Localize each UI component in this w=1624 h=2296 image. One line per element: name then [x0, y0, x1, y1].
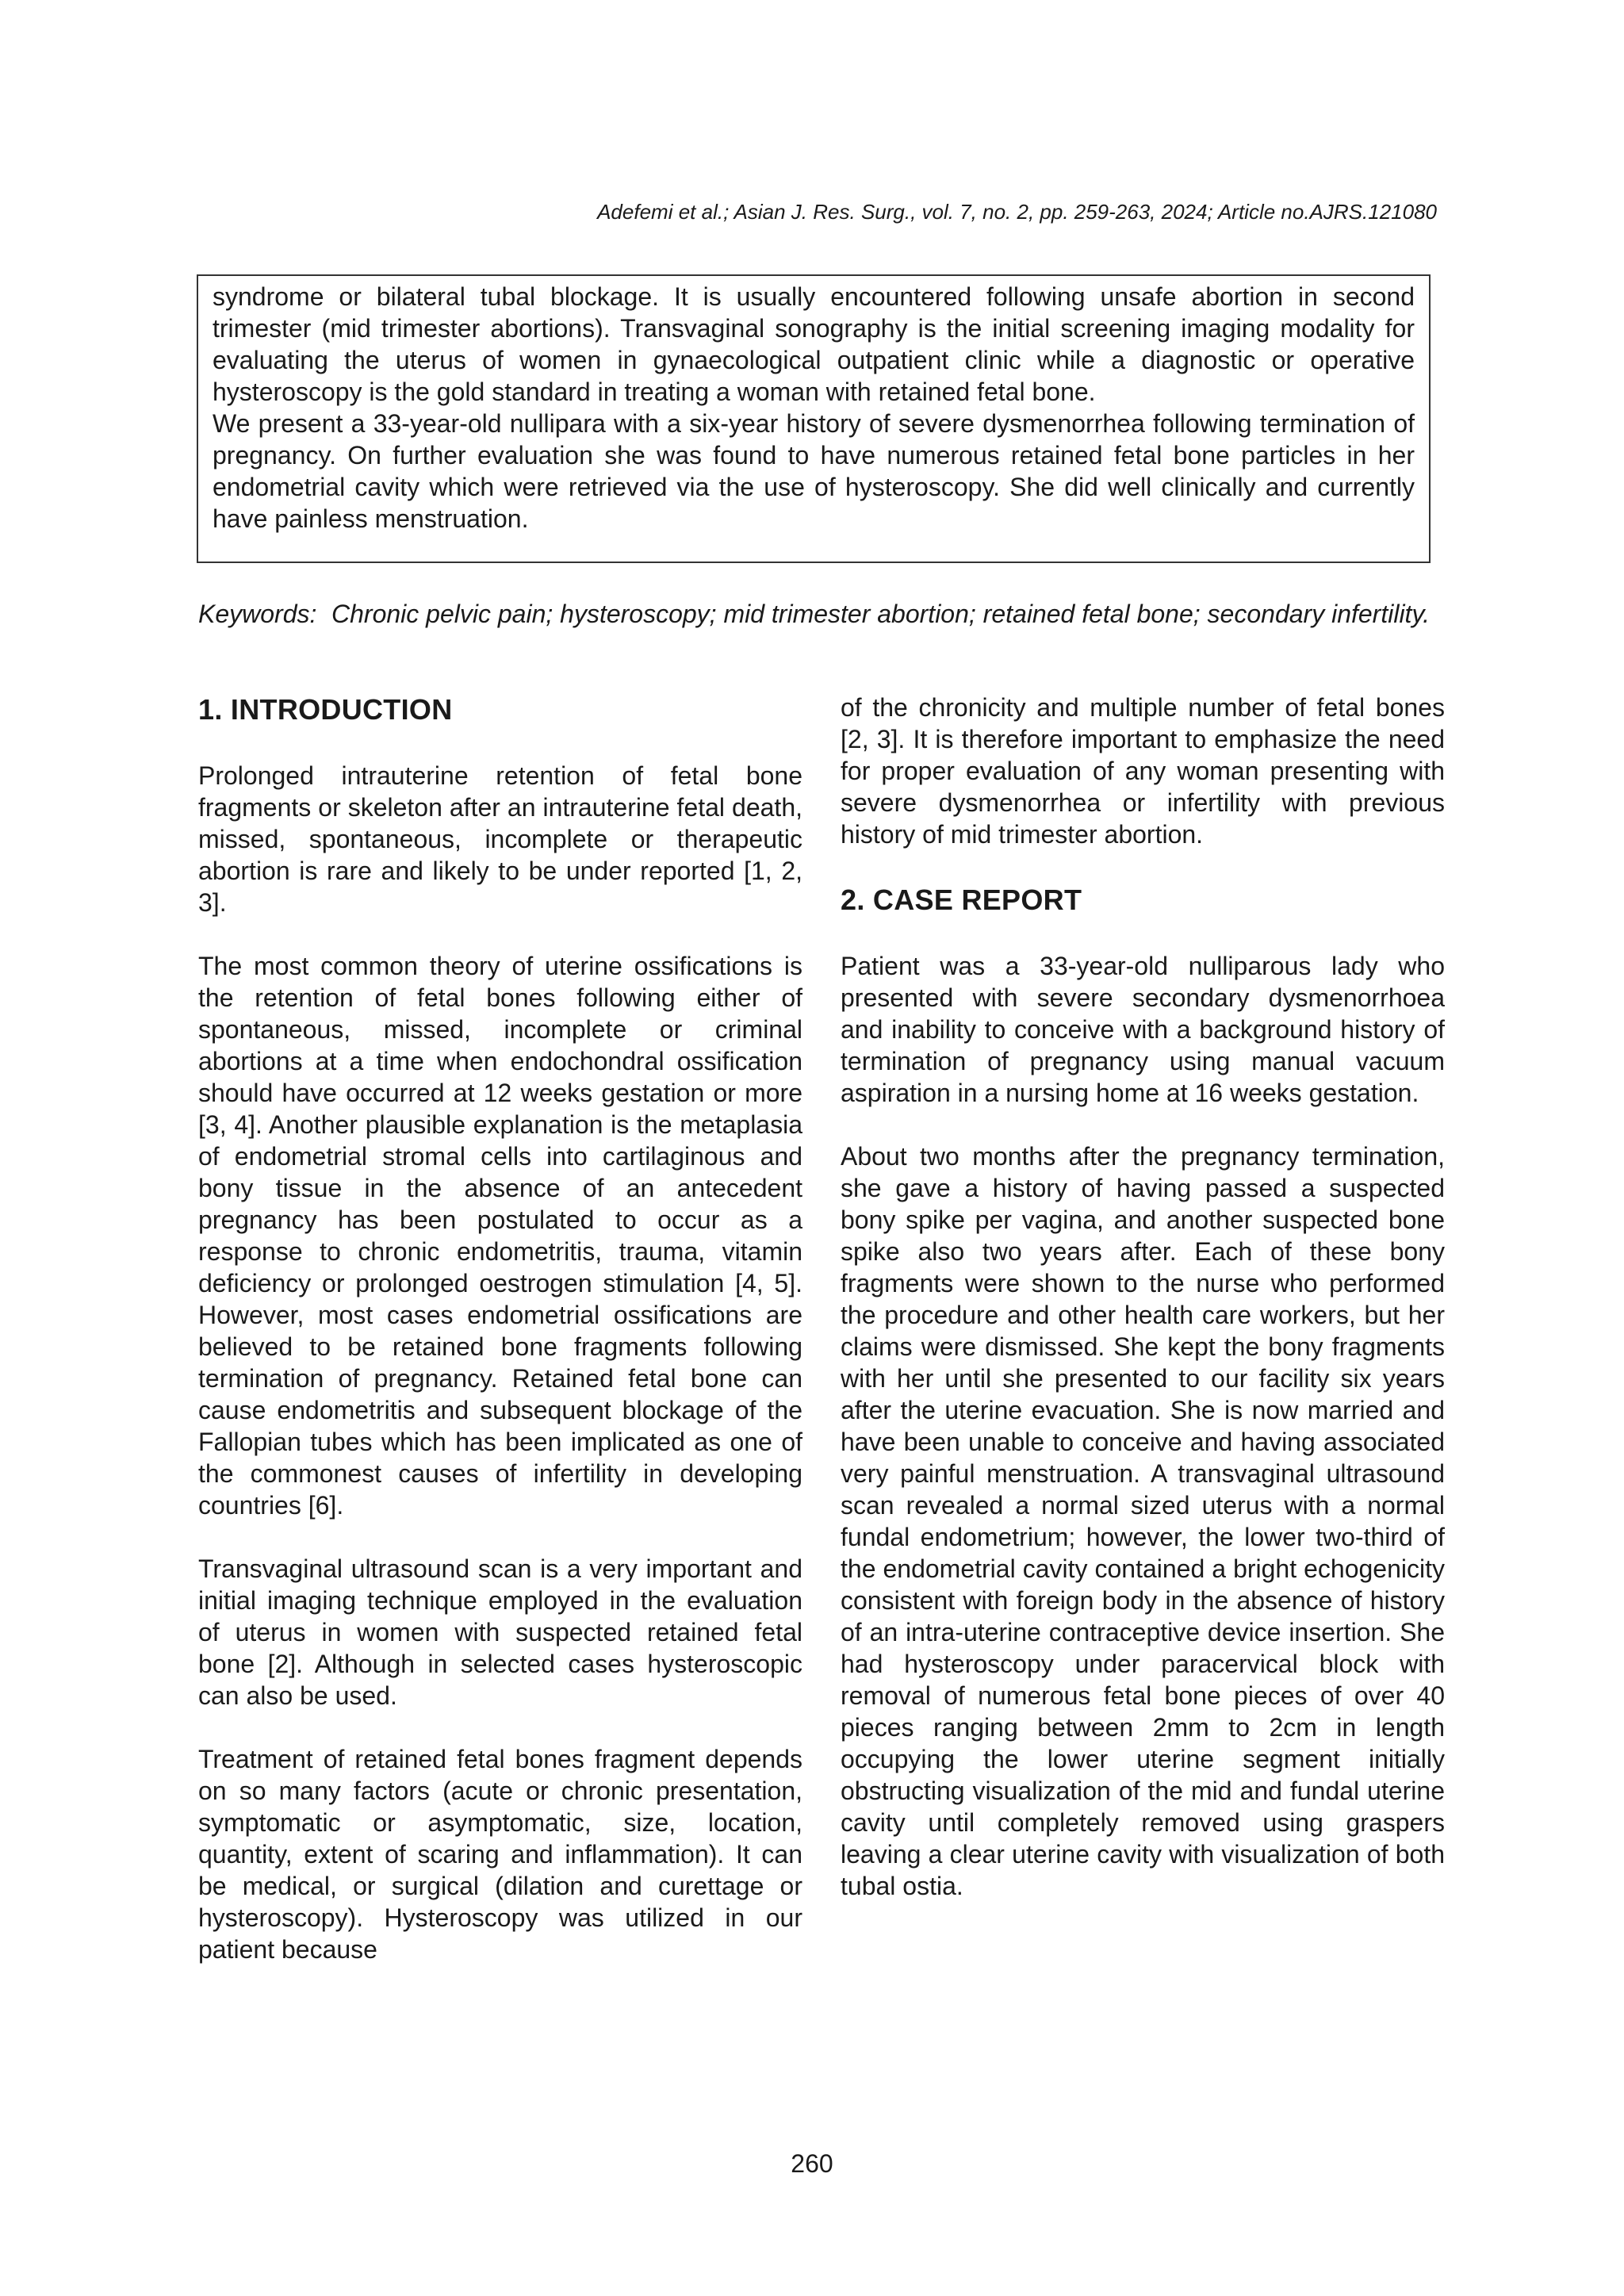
keywords-label: Keywords:	[198, 600, 317, 628]
introduction-heading: 1. INTRODUCTION	[198, 693, 453, 726]
intro-continuation: of the chronicity and multiple number of fetal bones [2, 3]. It is therefore important to emphasize the need for proper evaluation of any woman presenting with severe dysmenorrhea or infertility with previous history of mid trimester abortion.	[841, 693, 1445, 849]
left-column	[198, 692, 802, 1965]
keywords-text: Chronic pelvic pain; hysteroscopy; mid trimester abortion; retained fetal bone; secondary infertility.	[331, 600, 1430, 628]
abstract-paragraph-1: syndrome or bilateral tubal blockage. It is usually encountered following unsafe abortion in second trimester (mid trimester abortions). Transvaginal sonography is the initial screening imaging modality for evaluating the uterus of women in gynaecological outpatient clinic while a diagnostic or operative hysteroscopy is the gold standard in treating a woman with retained fetal bone.	[213, 282, 1415, 406]
case-paragraph-2: About two months after the pregnancy termination, she gave a history of having passed a suspected bony spike per vagina, and another suspected bone spike also two years after. Each of these bony fragments were shown to the nurse who performed the procedure and other health care workers, but her claims were dismissed. She kept the bony fragments with her until she presented to our facility six years after the uterine evacuation. She is now married and have been unable to conceive and having associated very painful menstruation. A transvaginal ultrasound scan revealed a normal sized uterus with a normal fundal endometrium; however, the lower two-third of the endometrial cavity contained a bright echogenicity consistent with foreign body in the absence of history of an intra-uterine contraceptive device insertion. She had hysteroscopy under paracervical block with removal of numerous fetal bone pieces of over 40 pieces ranging between 2mm to 2cm in length occupying the lower uterine segment initially obstructing visualization of the mid and fundal uterine cavity until completely removed using graspers leaving a clear uterine cavity with visualization of both tubal ostia.	[841, 1142, 1445, 1900]
abstract-box	[197, 274, 1431, 563]
intro-paragraph-4: Treatment of retained fetal bones fragment depends on so many factors (acute or chronic presentation, symptomatic or asymptomatic, size, location, quantity, extent of scaring and inflammation). It can be medical, or surgical (dilation and curettage or hysteroscopy). Hysteroscopy was utilized in our patient because	[198, 1745, 802, 1964]
running-header: Adefemi et al.; Asian J. Res. Surg., vol. 7, no. 2, pp. 259-263, 2024; Article no.AJRS.121080	[597, 200, 1437, 224]
intro-paragraph-3: Transvaginal ultrasound scan is a very important and initial imaging technique employed in the evaluation of uterus in women with suspected retained fetal bone [2]. Although in selected cases hysteroscopic can also be used.	[198, 1554, 802, 1710]
keywords	[198, 598, 1432, 630]
intro-paragraph-2: The most common theory of uterine ossifications is the retention of fetal bones following either of spontaneous, missed, incomplete or criminal abortions at a time when endochondral ossification should have occurred at 12 weeks gestation or more [3, 4]. Another plausible explanation is the metaplasia of endometrial stromal cells into cartilaginous and bony tissue in the absence of an antecedent pregnancy has been postulated to occur as a response to chronic endometritis, trauma, vitamin deficiency or prolonged oestrogen stimulation [4, 5]. However, most cases endometrial ossifications are believed to be retained bone fragments following termination of pregnancy. Retained fetal bone can cause endometritis and subsequent blockage of the Fallopian tubes which has been implicated as one of the commonest causes of infertility in developing countries [6].	[198, 952, 802, 1520]
case-report-heading: 2. CASE REPORT	[841, 884, 1082, 916]
intro-paragraph-1: Prolonged intrauterine retention of fetal bone fragments or skeleton after an intrauterine fetal death, missed, spontaneous, incomplete or therapeutic abortion is rare and likely to be under reported [1, 2, 3].	[198, 761, 802, 917]
page-number: 260	[791, 2149, 833, 2178]
right-column	[841, 692, 1445, 1902]
case-paragraph-1: Patient was a 33-year-old nulliparous lady who presented with severe secondary dysmenorrhoea and inability to conceive with a background history of termination of pregnancy using manual vacuum aspiration in a nursing home at 16 weeks gestation.	[841, 952, 1445, 1107]
abstract-paragraph-2: We present a 33-year-old nullipara with a six-year history of severe dysmenorrhea following termination of pregnancy. On further evaluation she was found to have numerous retained fetal bone particles in her endometrial cavity which were retrieved via the use of hysteroscopy. She did well clinically and currently have painless menstruation.	[213, 409, 1415, 533]
